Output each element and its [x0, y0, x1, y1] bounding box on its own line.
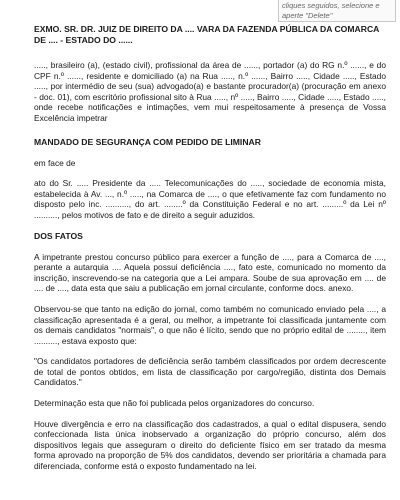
instruction-note [278, 0, 396, 22]
edital-quote: "Os candidatos portadores de deficiência serão também classificados por ordem decrescente de total de pontos obtidos, em lista de classificação por cargo/região, distinta dos Demais Candidatos." [34, 356, 386, 388]
action-title: MANDADO DE SEGURANÇA COM PEDIDO DE LIMINAR [34, 136, 261, 147]
qualification-paragraph: ....., brasileiro (a), (estado civil), profissional da área de ......, portador (a) do RG n.º ......, e do CPF n.º ......, residente e domiciliado (a) na Rua ....., n.º ......, Bairro ....., Cidade ....., Estado ....., por intermédio de seu (sua) advogado(a) e bastante procurador(a) (procuração em anexo - doc. 01), com escritório profissional sito à Rua ....., nº ....., Bairro ....., Cidade ....., Estado ....., onde recebe notificações e intimações, vem mui respeitosamente à presença de Vossa Excelência impetrar [34, 60, 386, 123]
instruction-line-1: cliques seguidos, selecione e [282, 1, 380, 10]
document-heading: EXMO. SR. DR. JUIZ DE DIREITO DA .... VARA DA FAZENDA PÚBLICA DA COMARCA DE .... - ESTADO DO ...... [34, 24, 380, 45]
document-body [34, 24, 386, 482]
facts-paragraph-1: A impetrante prestou concurso público para exercer a função de ...., para a Comarca de ...., perante a autarquia .... Aquela possui deficiência ...., fato este, comunicado no momento da inscrição, inscrevendo-se na categoria que a Lei ampara. Soube de sua aprovação em .... de .... de ...., data esta que saiu a publicação em jornal circulante, conforme docs. anexo. [34, 251, 386, 294]
facts-title: DOS FATOS [34, 230, 83, 241]
facts-paragraph-3: Determinação esta que não foi publicada pelos organizadores do concurso. [34, 398, 315, 409]
em-face-text: em face de [34, 157, 76, 168]
instruction-line-2: aperte "Delete" [282, 11, 333, 20]
facts-paragraph-4: Houve divergência e erro na classificação dos cadastrados, a qual o edital dispusera, sendo confeccionada lista única inobservado a organização do próprio concurso, além dos dispositivos legais que asseguram o direito do deficiente físico em ser tratado da mesma forma aprovado na proporção de 5% dos candidatos, devendo ser prioritária a chamada para diferenciada, conforme está o exposto fundamentado na lei. [34, 418, 386, 472]
facts-paragraph-2: Observou-se que tanto na edição do jornal, como também no comunicado enviado pela ...., a classificação apresentada é a geral, ou melhor, a impetrante foi classificada juntamente com os demais candidatos "normais", o que não é lícito, sendo que no próprio edital de ........, item .........., estava exposto que: [34, 303, 386, 346]
respondent-paragraph: ato do Sr. ..... Presidente da ..... Telecomunicações do ....., sociedade de economia mista, estabelecida à Av. ..., n.º ....., na Comarca de ...., o que efetivamente faz com fundamento no disposto pelo inc. .........., do art. ........º da Constituição Federal e no art. .........º da Lei nº .........., pelos motivos de fato e de direito a seguir aduzidos. [34, 178, 386, 220]
